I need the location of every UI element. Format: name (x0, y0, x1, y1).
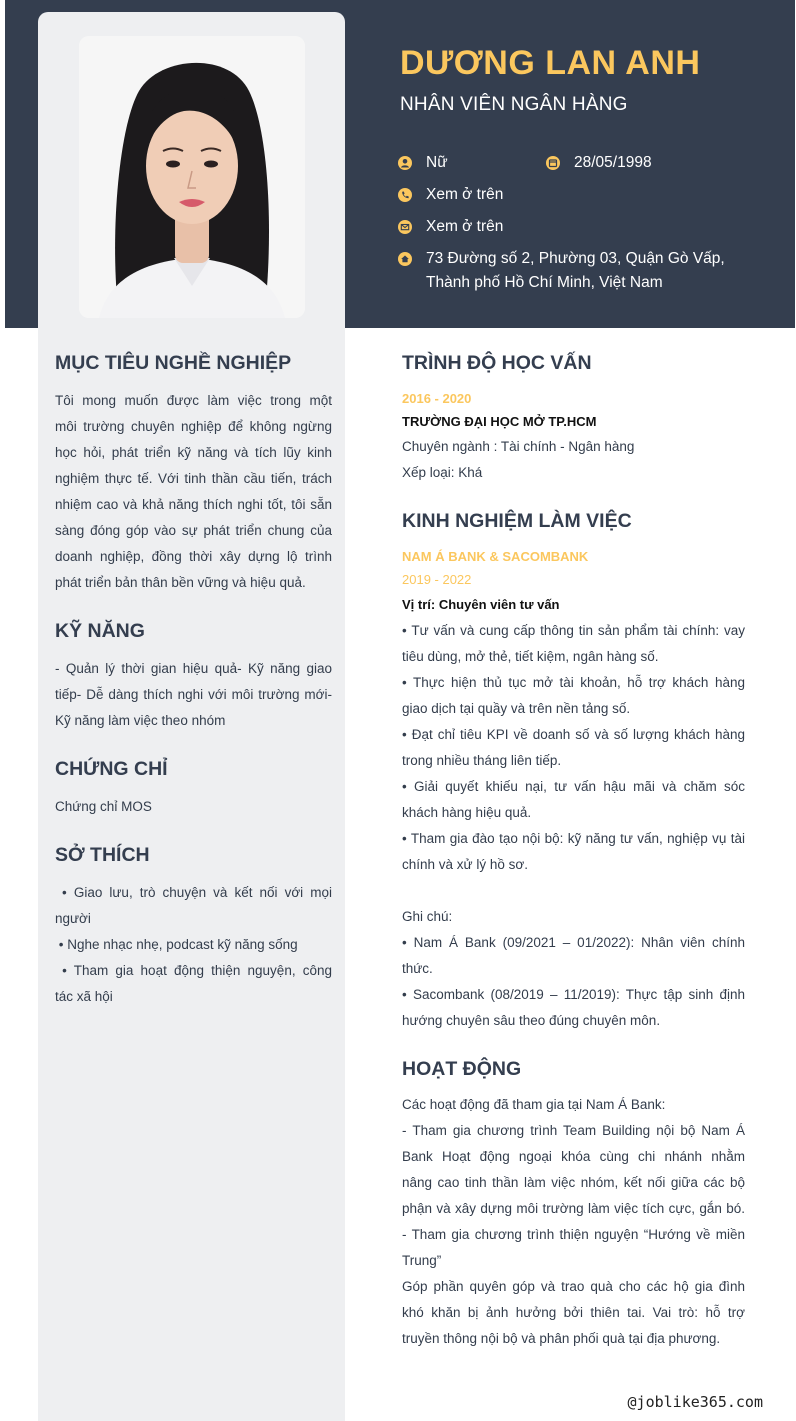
activities-title: HOẠT ĐỘNG (402, 1058, 522, 1080)
skills-text: - Quản lý thời gian hiệu quả- Kỹ năng giao tiếp- Dễ dàng thích nghi với môi trường mới- Kỹ năng làm việc theo nhóm (55, 661, 332, 728)
phone-value: Xem ở trên (426, 186, 504, 203)
hobbies-text: • Giao lưu, trò chuyện và kết nối với mọi người • Nghe nhạc nhẹ, podcast kỹ năng sống • Tham gia hoạt động thiện nguyện, công tác xã hội (55, 885, 332, 1004)
objective-text: Tôi mong muốn được làm việc trong một môi trường chuyên nghiệp để không ngừng học hỏi, phát triển kỹ năng và tích lũy kinh nghiệm thực tế. Với tinh thần cầu tiến, trách nhiệm cao và khả năng thích nghi tốt, tôi sẵn sàng đóng góp vào sự phát triển chung của doanh nghiệp, đồng thời xây dựng lộ trình phát triển bản thân bền vững và hiệu quả. (55, 393, 332, 590)
phone-icon (398, 188, 412, 202)
activities-details: Các hoạt động đã tham gia tại Nam Á Bank: - Tham gia chương trình Team Building nội bộ Nam Á Bank Hoạt động ngoại khóa cùng chi nhánh nhằm nâng cao tinh thần làm việc nhóm, kết nối giữa các bộ phận và xây dựng môi trường làm việc tích cực, gắn bó. - Tham gia chương trình thiện nguyện “Hướng về miền Trung” Góp phần quyên góp và trao quà cho các hộ gia đình khó khăn bị ảnh hưởng bởi thiên tai. Vai trò: hỗ trợ truyền thông nội bộ và phân phối quà tại địa phương. (402, 1097, 745, 1346)
experience-details: • Tư vấn và cung cấp thông tin sản phẩm tài chính: vay tiêu dùng, mở thẻ, tiết kiệm, ngân hàng số. • Thực hiện thủ tục mở tài khoản, hỗ trợ khách hàng giao dịch tại quầy và trên nền tảng số. • Đạt chỉ tiêu KPI về doanh số và số lượng khách hàng trong nhiều tháng liên tiếp. • Giải quyết khiếu nại, tư vấn hậu mãi và chăm sóc khách hàng hiệu quả. • Tham gia đào tạo nội bộ: kỹ năng tư vấn, nghiệp vụ tài chính và xử lý hồ sơ. Ghi chú: • Nam Á Bank (09/2021 – 01/2022): Nhân viên chính thức. • Sacombank (08/2019 – 11/2019): Thực tập sinh định hướng chuyên sâu theo đúng chuyên môn. (402, 623, 745, 1028)
hobbies-title: SỞ THÍCH (55, 844, 150, 866)
education-title: TRÌNH ĐỘ HỌC VẤN (402, 352, 592, 374)
calendar-icon (546, 156, 560, 170)
certificates-title: CHỨNG CHỈ (55, 758, 168, 780)
home-icon (398, 252, 412, 266)
user-icon (398, 156, 412, 170)
profile-photo (79, 36, 305, 318)
experience-position: Vị trí: Chuyên viên tư vấn (402, 597, 560, 612)
watermark: @joblike365.com (627, 1393, 763, 1411)
profile-job-title: NHÂN VIÊN NGÂN HÀNG (400, 94, 628, 115)
education-major: Chuyên ngành : Tài chính - Ngân hàng (402, 439, 635, 454)
gender-value: Nữ (426, 154, 448, 171)
education-period: 2016 - 2020 (402, 391, 472, 406)
education-grade: Xếp loại: Khá (402, 465, 483, 480)
profile-name: DƯƠNG LAN ANH (400, 44, 701, 82)
objective-title: MỤC TIÊU NGHỀ NGHIỆP (55, 352, 292, 374)
education-school: TRƯỜNG ĐẠI HỌC MỞ TP.HCM (402, 414, 597, 429)
experience-title: KINH NGHIỆM LÀM VIỆC (402, 510, 632, 532)
birthdate-value: 28/05/1998 (574, 154, 652, 171)
address-line-2: Thành phố Hồ Chí Minh, Việt Nam (426, 274, 663, 291)
mail-icon (398, 220, 412, 234)
skills-title: KỸ NĂNG (55, 620, 145, 642)
address-line-1: 73 Đường số 2, Phường 03, Quận Gò Vấp, (426, 250, 725, 267)
experience-period: 2019 - 2022 (402, 572, 472, 587)
experience-company: NAM Á BANK & SACOMBANK (402, 549, 589, 564)
certificates-text: Chứng chỉ MOS (55, 799, 152, 814)
email-value: Xem ở trên (426, 218, 504, 235)
